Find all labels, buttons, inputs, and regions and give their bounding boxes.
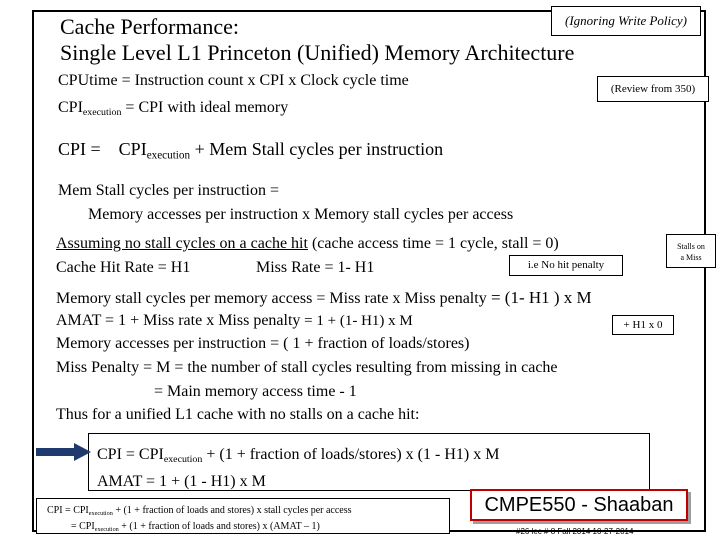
arrow-right-icon bbox=[36, 443, 92, 461]
assumption-line: Assuming no stall cycles on a cache hit (cache access time = 1 cycle, stall = 0) bbox=[56, 235, 559, 252]
cpi-summary-line-2: = $CPI_{execution} + (1$ + fraction of loads and stores) x (AMAT – 1) bbox=[71, 520, 320, 533]
stalls-on-miss-note: Stalls on a Miss bbox=[666, 234, 716, 268]
miss-penalty-definition: Miss Penalty = M = the number of stall cycles resulting from missing in cache bbox=[56, 359, 558, 376]
cputime-formula: CPUtime = Instruction count x CPI x Clock cycle time bbox=[58, 72, 409, 89]
mem-stall-line-2: Memory accesses per instruction x Memory stall cycles per access bbox=[88, 206, 514, 223]
mem-stall-line-1: Mem Stall cycles per instruction = bbox=[58, 182, 279, 199]
cache-hit-rate: Cache Hit Rate = H1 bbox=[56, 259, 191, 276]
cpi-summary-box bbox=[36, 498, 450, 534]
result-amat: AMAT = 1 + (1 - H1) x M bbox=[97, 472, 266, 490]
title-line-1: Cache Performance: bbox=[60, 14, 239, 39]
miss-rate: Miss Rate = 1- H1 bbox=[256, 259, 375, 276]
main-memory-access-time: = Main memory access time - 1 bbox=[154, 383, 357, 400]
review-note: (Review from 350) bbox=[597, 76, 709, 102]
no-hit-penalty-note: i.e No hit penalty bbox=[509, 255, 623, 276]
course-brand: CMPE550 - Shaaban bbox=[470, 489, 688, 521]
result-cpi: CPI = $CPI_{execution} + (1$ + fraction of loads/stores) x (1 - H1) x M bbox=[97, 446, 500, 465]
cpi-main-formula: CPI = $CPI_{execution}$ + Mem Stall cycles per instruction bbox=[58, 139, 444, 162]
slide-meta: #26 lec # 8 Fall 2014 10-27-2014 bbox=[516, 527, 634, 536]
cpi-execution-definition: $CPI_{execution}$ = CPI with ideal memory bbox=[58, 99, 289, 118]
mem-accesses-per-instruction: Memory accesses per instruction = ( 1 + fraction of loads/stores) bbox=[56, 335, 470, 352]
ignoring-write-policy-note: (Ignoring Write Policy) bbox=[551, 6, 701, 36]
title-line-2: Single Level L1 Princeton (Unified) Memory Architecture bbox=[60, 40, 575, 65]
amat-formula: AMAT = 1 + Miss rate x Miss penalty = 1 + (1- H1) x M bbox=[56, 312, 413, 329]
h1-times-zero-note: + H1 x 0 bbox=[612, 315, 674, 335]
mem-stall-per-access: Memory stall cycles per memory access = Miss rate x Miss penalty = (1- H1 ) x M bbox=[56, 288, 592, 307]
cpi-summary-line-1: CPI = $CPI_{execution} + (1$ + fraction of loads and stores) x stall cycles per access bbox=[47, 505, 352, 517]
unified-cache-statement: Thus for a unified L1 cache with no stalls on a cache hit: bbox=[56, 406, 420, 423]
result-box bbox=[88, 433, 650, 491]
